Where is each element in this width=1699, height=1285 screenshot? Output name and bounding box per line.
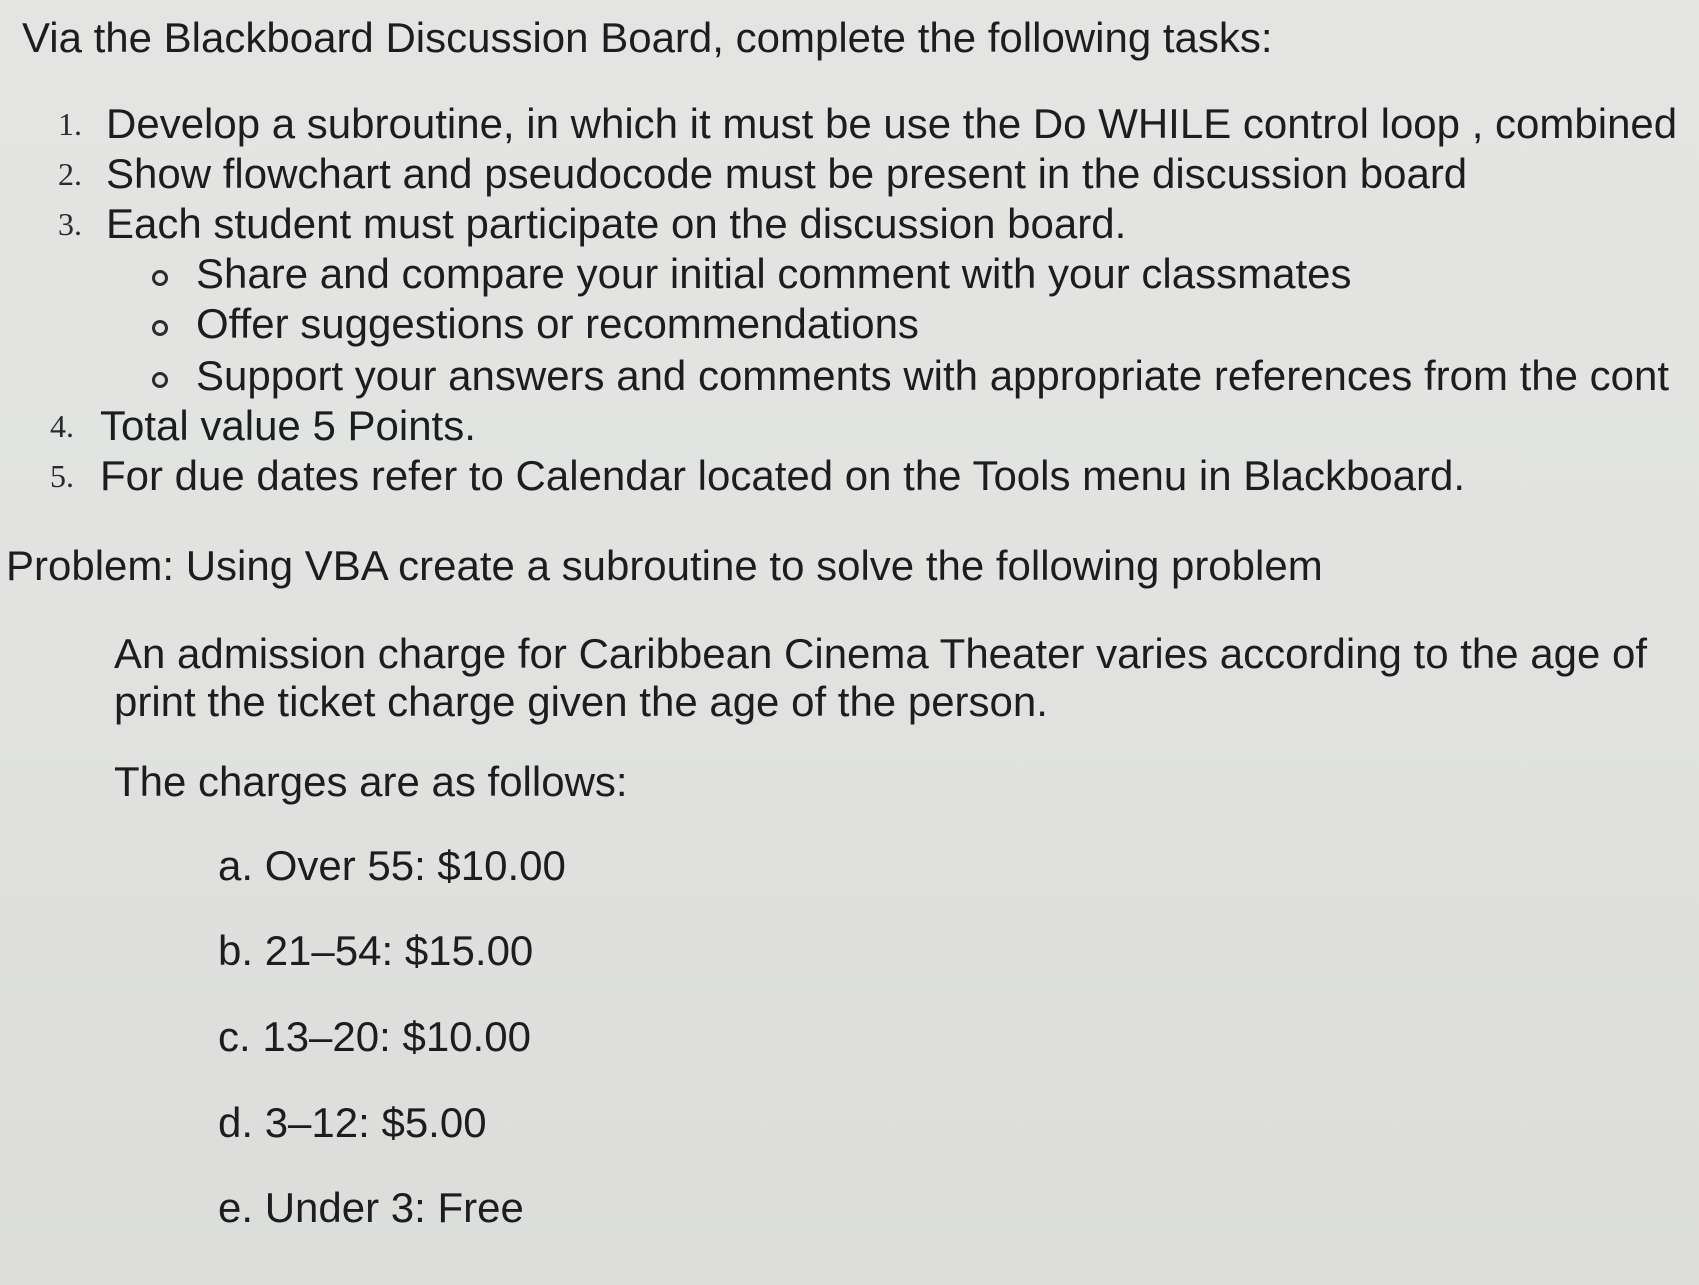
list-number: 3. — [58, 206, 82, 242]
list-item-text: Develop a subroutine, in which it must be use the Do WHILE control loop , combined — [106, 100, 1678, 147]
circle-bullet-icon — [152, 372, 168, 388]
list-item-text: Show flowchart and pseudocode must be present in the discussion board — [106, 150, 1468, 197]
problem-paragraph-line: print the ticket charge given the age of the person. — [114, 678, 1048, 725]
charge-item: c. 13–20: $10.00 — [218, 1013, 531, 1060]
charges-intro: The charges are as follows: — [114, 758, 628, 805]
sub-list-item-text: Share and compare your initial comment with your classmates — [196, 250, 1352, 297]
list-item-text: Each student must participate on the discussion board. — [106, 200, 1127, 247]
list-number: 2. — [58, 156, 82, 192]
list-item-text: For due dates refer to Calendar located on the Tools menu in Blackboard. — [100, 452, 1466, 499]
circle-bullet-icon — [152, 270, 168, 286]
list-item-text: Total value 5 Points. — [100, 402, 476, 449]
problem-paragraph-line: An admission charge for Caribbean Cinema Theater varies according to the age of — [114, 630, 1648, 677]
problem-title: Problem: Using VBA create a subroutine to solve the following problem — [6, 542, 1323, 589]
charge-item: d. 3–12: $5.00 — [218, 1099, 487, 1146]
list-number: 1. — [58, 106, 82, 142]
charge-item: e. Under 3: Free — [218, 1184, 524, 1231]
charge-item: b. 21–54: $15.00 — [218, 927, 534, 974]
list-number: 5. — [50, 458, 74, 494]
charge-item: a. Over 55: $10.00 — [218, 842, 566, 889]
sub-list-item-text: Offer suggestions or recommendations — [196, 300, 919, 347]
page-heading: Via the Blackboard Discussion Board, complete the following tasks: — [22, 14, 1273, 61]
sub-list-item-text: Support your answers and comments with appropriate references from the cont — [196, 352, 1670, 399]
list-number: 4. — [50, 408, 74, 444]
circle-bullet-icon — [152, 320, 168, 336]
